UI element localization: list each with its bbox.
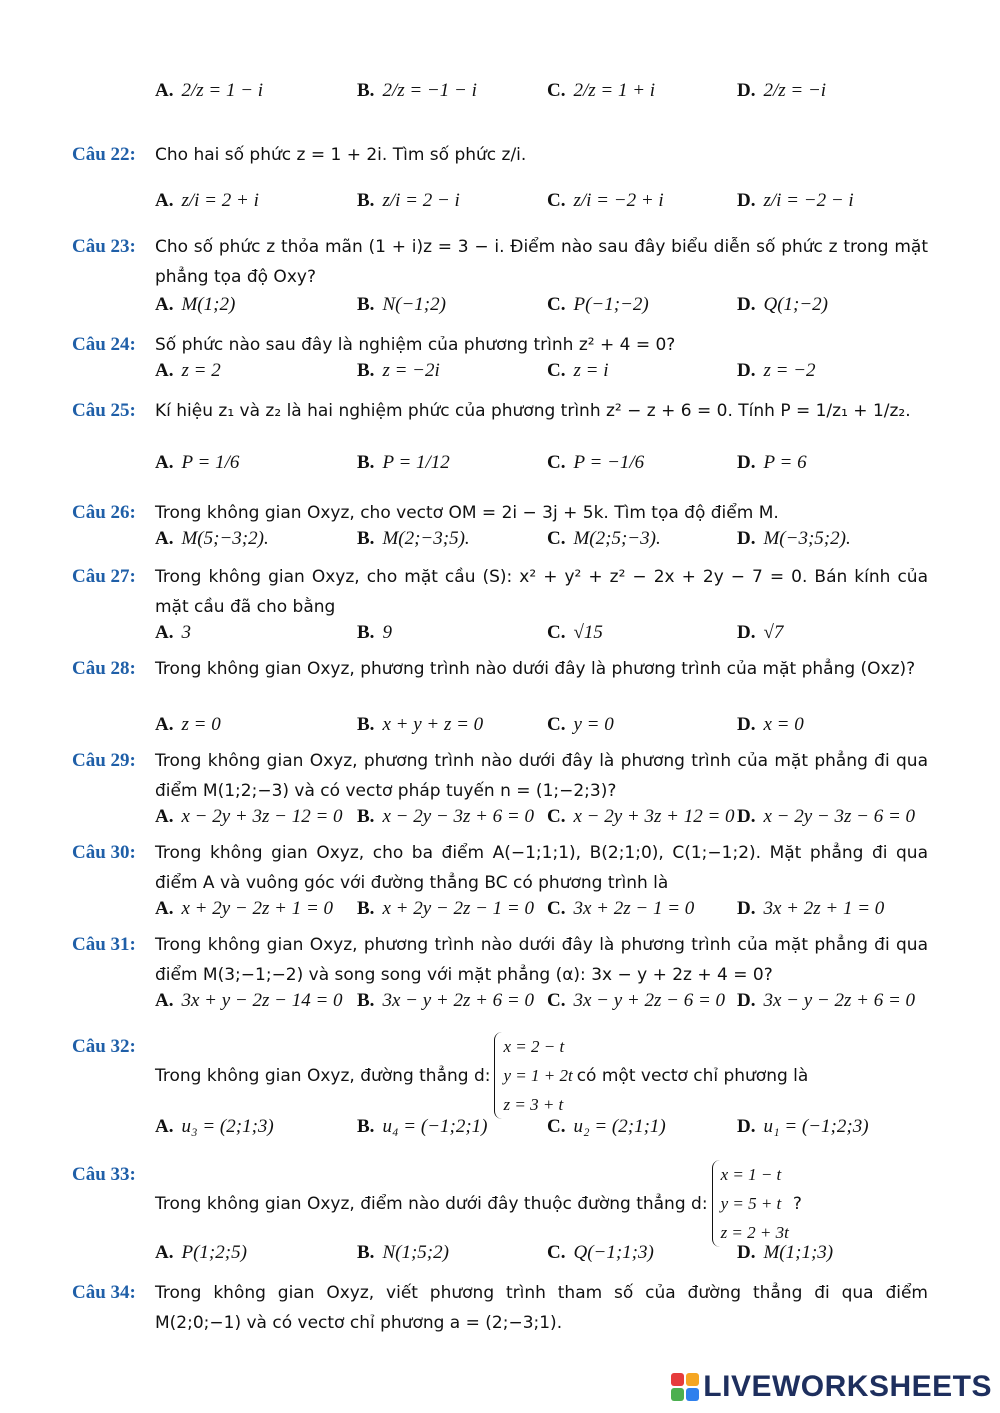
system-line: z = 2 + 3t bbox=[720, 1223, 789, 1242]
option-b[interactable] bbox=[357, 622, 392, 644]
option-b[interactable] bbox=[357, 1242, 449, 1264]
liveworksheets-logo bbox=[671, 1369, 992, 1405]
option-d[interactable] bbox=[737, 528, 851, 550]
question-text: Kí hiệu z₁ và z₂ là hai nghiệm phức của phương trình z² − z + 6 = 0. Tính P = 1/z₁ + 1/z₂. bbox=[155, 401, 911, 421]
q21-option-d[interactable]: D. 2/z = −i bbox=[737, 80, 827, 101]
options-row bbox=[155, 990, 945, 1024]
question-label: Câu 30: bbox=[72, 842, 136, 863]
option-letter: C. bbox=[547, 622, 566, 643]
option-letter: C. bbox=[547, 452, 566, 473]
system-line: x = 2 − t bbox=[503, 1037, 565, 1056]
option-d[interactable] bbox=[737, 190, 854, 212]
logo-square-red bbox=[671, 1373, 684, 1386]
option-d[interactable] bbox=[737, 990, 915, 1012]
option-text: Q(−1;1;3) bbox=[573, 1242, 654, 1263]
option-d[interactable] bbox=[737, 1242, 833, 1264]
question-stem: Trong không gian Oxyz, điểm nào dưới đây thuộc đường thẳng d: bbox=[155, 1193, 708, 1214]
option-text: 3x − y − 2z + 6 = 0 bbox=[763, 990, 916, 1011]
option-c[interactable] bbox=[547, 1116, 666, 1138]
option-text: 3x + 2z − 1 = 0 bbox=[573, 898, 695, 919]
option-text: x + 2y − 2z − 1 = 0 bbox=[382, 898, 534, 919]
option-text: x − 2y − 3z − 6 = 0 bbox=[763, 806, 916, 827]
option-b[interactable] bbox=[357, 990, 534, 1012]
option-letter: B. bbox=[357, 806, 375, 827]
question-text: Trong không gian Oxyz, cho vectơ OM = 2i − 3j + 5k. Tìm tọa độ điểm M. bbox=[155, 503, 779, 523]
option-b[interactable] bbox=[357, 898, 534, 920]
option-letter: D. bbox=[737, 622, 756, 643]
watermark-text: LIVEWORKSHEETS bbox=[703, 1370, 992, 1403]
option-letter: A. bbox=[155, 528, 174, 549]
option-a[interactable] bbox=[155, 622, 191, 644]
option-text: z = 0 bbox=[181, 714, 221, 735]
question-text: Trong không gian Oxyz, phương trình nào dưới đây là phương trình của mặt phẳng đi qua điểm M(3;−1;−2) và song song với mặt phẳng (α): 3x − y + 2z + 4 = 0? bbox=[155, 935, 928, 985]
logo-square-orange bbox=[686, 1373, 699, 1386]
option-letter: B. bbox=[357, 190, 375, 211]
equation-system bbox=[494, 1032, 572, 1119]
question-label: Câu 33: bbox=[72, 1164, 136, 1185]
option-text: M(2;−3;5). bbox=[382, 528, 470, 549]
option-text: M(1;1;3) bbox=[763, 1242, 834, 1263]
question-stem: Trong không gian Oxyz, đường thẳng d: bbox=[155, 1065, 491, 1086]
options-row bbox=[155, 898, 945, 932]
question-text bbox=[155, 1032, 928, 1119]
option-a[interactable] bbox=[155, 528, 269, 550]
option-b[interactable] bbox=[357, 806, 534, 828]
logo-icon bbox=[671, 1373, 699, 1401]
option-d[interactable] bbox=[737, 294, 828, 316]
question-26 bbox=[72, 498, 928, 528]
option-c[interactable] bbox=[547, 528, 661, 550]
option-letter: C. bbox=[547, 1116, 566, 1137]
option-b[interactable] bbox=[357, 190, 460, 212]
option-text: 9 bbox=[382, 622, 392, 643]
option-letter: D. bbox=[737, 452, 756, 473]
question-text bbox=[155, 1160, 928, 1247]
option-b[interactable] bbox=[357, 294, 446, 316]
equation-system bbox=[712, 1160, 789, 1247]
option-a[interactable] bbox=[155, 714, 221, 736]
option-text: z = 2 bbox=[181, 360, 221, 381]
question-22 bbox=[72, 140, 928, 170]
option-b[interactable] bbox=[357, 452, 450, 474]
option-text: 3x − y + 2z + 6 = 0 bbox=[382, 990, 534, 1011]
question-30 bbox=[72, 838, 928, 898]
option-text: u₃ = (2;1;3) bbox=[181, 1116, 274, 1137]
question-text: Trong không gian Oxyz, cho mặt cầu (S): x² + y² + z² − 2x + 2y − 7 = 0. Bán kính của mặt cầu đã cho bằng bbox=[155, 567, 928, 617]
option-text: z = −2i bbox=[382, 360, 440, 381]
option-letter: A. bbox=[155, 190, 174, 211]
option-a[interactable] bbox=[155, 806, 343, 828]
options-row bbox=[155, 1116, 945, 1150]
option-letter: D. bbox=[737, 714, 756, 735]
question-32 bbox=[72, 1032, 928, 1119]
option-letter: D. bbox=[737, 360, 756, 381]
question-label: Câu 31: bbox=[72, 934, 136, 955]
option-letter: B. bbox=[357, 528, 375, 549]
question-label: Câu 28: bbox=[72, 658, 136, 679]
q21-option-b[interactable]: B. 2/z = −1 − i bbox=[357, 80, 477, 101]
question-29 bbox=[72, 746, 928, 806]
option-text: 3 bbox=[181, 622, 191, 643]
question-text: Số phức nào sau đây là nghiệm của phương trình z² + 4 = 0? bbox=[155, 335, 676, 355]
option-letter: A. bbox=[155, 714, 174, 735]
question-label: Câu 24: bbox=[72, 334, 136, 355]
option-b[interactable] bbox=[357, 1116, 488, 1138]
system-line: z = 3 + t bbox=[503, 1095, 564, 1114]
option-a[interactable] bbox=[155, 190, 259, 212]
option-a[interactable] bbox=[155, 898, 333, 920]
option-text: √15 bbox=[573, 622, 603, 643]
options-row bbox=[155, 714, 945, 748]
option-text: P = 1/12 bbox=[382, 452, 450, 473]
option-letter: A. bbox=[155, 806, 174, 827]
option-d[interactable] bbox=[737, 898, 884, 920]
option-letter: D. bbox=[737, 898, 756, 919]
option-text: 3x + 2z + 1 = 0 bbox=[763, 898, 885, 919]
options-row bbox=[155, 360, 945, 394]
option-letter: C. bbox=[547, 1242, 566, 1263]
option-d[interactable] bbox=[737, 622, 783, 644]
option-c[interactable] bbox=[547, 898, 694, 920]
option-d[interactable] bbox=[737, 1116, 869, 1138]
question-label: Câu 34: bbox=[72, 1282, 136, 1303]
option-c[interactable] bbox=[547, 190, 664, 212]
option-text: u₂ = (2;1;1) bbox=[573, 1116, 666, 1137]
question-text: Cho hai số phức z = 1 + 2i. Tìm số phức z/i. bbox=[155, 145, 527, 165]
option-text: y = 0 bbox=[573, 714, 614, 735]
options-row bbox=[155, 190, 945, 224]
option-letter: D. bbox=[737, 990, 756, 1011]
options-row bbox=[155, 528, 945, 562]
option-text: M(−3;5;2). bbox=[763, 528, 851, 549]
option-a[interactable] bbox=[155, 294, 235, 316]
option-a[interactable] bbox=[155, 990, 343, 1012]
logo-square-green bbox=[671, 1388, 684, 1401]
question-label: Câu 32: bbox=[72, 1036, 136, 1057]
option-c[interactable] bbox=[547, 714, 614, 736]
option-c[interactable] bbox=[547, 294, 649, 316]
question-27 bbox=[72, 562, 928, 622]
option-text: z = i bbox=[573, 360, 609, 381]
option-letter: C. bbox=[547, 190, 566, 211]
option-c[interactable] bbox=[547, 806, 735, 828]
option-letter: D. bbox=[737, 294, 756, 315]
option-letter: A. bbox=[155, 622, 174, 643]
options-row bbox=[155, 452, 945, 486]
option-letter: C. bbox=[547, 714, 566, 735]
question-label: Câu 23: bbox=[72, 236, 136, 257]
question-label: Câu 26: bbox=[72, 502, 136, 523]
option-letter: B. bbox=[357, 898, 375, 919]
option-text: P = 6 bbox=[763, 452, 807, 473]
question-label: Câu 29: bbox=[72, 750, 136, 771]
option-text: x + y + z = 0 bbox=[382, 714, 484, 735]
option-letter: C. bbox=[547, 528, 566, 549]
option-text: x − 2y + 3z + 12 = 0 bbox=[573, 806, 735, 827]
option-text: N(−1;2) bbox=[382, 294, 446, 315]
question-33 bbox=[72, 1160, 928, 1247]
option-letter: C. bbox=[547, 360, 566, 381]
option-text: 3x + y − 2z − 14 = 0 bbox=[181, 990, 343, 1011]
question-text: Trong không gian Oxyz, viết phương trình tham số của đường thẳng đi qua điểm M(2;0;−1) và có vectơ chỉ phương a = (2;−3;1). bbox=[155, 1283, 928, 1333]
option-letter: A. bbox=[155, 452, 174, 473]
option-letter: A. bbox=[155, 898, 174, 919]
question-label: Câu 25: bbox=[72, 400, 136, 421]
option-letter: B. bbox=[357, 360, 375, 381]
option-b[interactable] bbox=[357, 360, 440, 382]
question-25 bbox=[72, 396, 928, 426]
option-letter: B. bbox=[357, 990, 375, 1011]
option-text: z/i = 2 − i bbox=[382, 190, 460, 211]
system-line: y = 5 + t bbox=[720, 1194, 782, 1213]
logo-square-blue bbox=[686, 1388, 699, 1401]
question-28 bbox=[72, 654, 928, 684]
question-text: Trong không gian Oxyz, cho ba điểm A(−1;1;1), B(2;1;0), C(1;−1;2). Mặt phẳng đi qua điểm A và vuông góc với đường thẳng BC có phương trình là bbox=[155, 843, 928, 893]
option-letter: C. bbox=[547, 898, 566, 919]
option-text: z/i = −2 + i bbox=[573, 190, 664, 211]
q21-options bbox=[155, 80, 945, 114]
question-23 bbox=[72, 232, 928, 292]
q21-option-a[interactable]: A. 2/z = 1 − i bbox=[155, 80, 264, 101]
option-text: M(5;−3;2). bbox=[181, 528, 269, 549]
option-text: Q(1;−2) bbox=[763, 294, 829, 315]
option-c[interactable] bbox=[547, 622, 603, 644]
options-row bbox=[155, 294, 945, 328]
option-a[interactable] bbox=[155, 1116, 274, 1138]
option-text: x = 0 bbox=[763, 714, 804, 735]
option-letter: D. bbox=[737, 806, 756, 827]
option-text: z/i = 2 + i bbox=[181, 190, 259, 211]
question-31 bbox=[72, 930, 928, 990]
option-text: z = −2 bbox=[763, 360, 816, 381]
question-34 bbox=[72, 1278, 928, 1338]
option-a[interactable] bbox=[155, 360, 221, 382]
option-text: P(1;2;5) bbox=[181, 1242, 247, 1263]
option-c[interactable] bbox=[547, 1242, 654, 1264]
option-d[interactable] bbox=[737, 452, 807, 474]
option-text: M(2;5;−3). bbox=[573, 528, 661, 549]
question-text: Trong không gian Oxyz, phương trình nào dưới đây là phương trình của mặt phẳng (Oxz)? bbox=[155, 659, 916, 679]
options-row bbox=[155, 1242, 945, 1276]
option-letter: A. bbox=[155, 990, 174, 1011]
option-letter: B. bbox=[357, 294, 375, 315]
option-letter: B. bbox=[357, 622, 375, 643]
option-letter: B. bbox=[357, 1242, 375, 1263]
option-d[interactable] bbox=[737, 806, 915, 828]
option-letter: A. bbox=[155, 360, 174, 381]
option-letter: A. bbox=[155, 1242, 174, 1263]
option-a[interactable] bbox=[155, 452, 239, 474]
option-letter: C. bbox=[547, 294, 566, 315]
option-b[interactable] bbox=[357, 528, 470, 550]
option-text: P = 1/6 bbox=[181, 452, 240, 473]
option-text: √7 bbox=[763, 622, 784, 643]
option-text: 3x − y + 2z − 6 = 0 bbox=[573, 990, 726, 1011]
question-text: Trong không gian Oxyz, phương trình nào dưới đây là phương trình của mặt phẳng đi qua điểm M(1;2;−3) và có vectơ pháp tuyến n = (1;−2;3)? bbox=[155, 751, 928, 801]
question-label: Câu 27: bbox=[72, 566, 136, 587]
option-text: x + 2y − 2z + 1 = 0 bbox=[181, 898, 334, 919]
option-a[interactable] bbox=[155, 1242, 247, 1264]
system-line: y = 1 + 2t bbox=[503, 1066, 573, 1085]
question-label: Câu 22: bbox=[72, 144, 136, 165]
option-text: x − 2y − 3z + 6 = 0 bbox=[382, 806, 534, 827]
option-text: u₁ = (−1;2;3) bbox=[763, 1116, 869, 1137]
question-text: Cho số phức z thỏa mãn (1 + i)z = 3 − i. Điểm nào sau đây biểu diễn số phức z trong mặt phẳng tọa độ Oxy? bbox=[155, 237, 928, 287]
option-letter: D. bbox=[737, 1116, 756, 1137]
option-letter: B. bbox=[357, 1116, 375, 1137]
options-row bbox=[155, 806, 945, 840]
option-text: P = −1/6 bbox=[573, 452, 645, 473]
option-text: N(1;5;2) bbox=[382, 1242, 449, 1263]
option-letter: D. bbox=[737, 1242, 756, 1263]
option-letter: D. bbox=[737, 528, 756, 549]
option-letter: C. bbox=[547, 990, 566, 1011]
options-row bbox=[155, 622, 945, 656]
system-line: x = 1 − t bbox=[720, 1165, 782, 1184]
question-stem-end: có một vectơ chỉ phương là bbox=[576, 1065, 809, 1086]
option-letter: B. bbox=[357, 452, 375, 473]
option-letter: D. bbox=[737, 190, 756, 211]
option-text: x − 2y + 3z − 12 = 0 bbox=[181, 806, 343, 827]
option-text: z/i = −2 − i bbox=[763, 190, 854, 211]
option-letter: A. bbox=[155, 294, 174, 315]
option-d[interactable] bbox=[737, 714, 804, 736]
option-text: u₄ = (−1;2;1) bbox=[382, 1116, 488, 1137]
option-c[interactable] bbox=[547, 360, 608, 382]
question-24 bbox=[72, 330, 928, 360]
option-letter: C. bbox=[547, 806, 566, 827]
option-letter: A. bbox=[155, 1116, 174, 1137]
question-stem-end: ? bbox=[792, 1193, 802, 1214]
option-text: P(−1;−2) bbox=[573, 294, 649, 315]
option-c[interactable] bbox=[547, 990, 725, 1012]
q21-option-c[interactable]: C. 2/z = 1 + i bbox=[547, 80, 656, 101]
option-d[interactable] bbox=[737, 360, 816, 382]
option-b[interactable] bbox=[357, 714, 483, 736]
option-c[interactable] bbox=[547, 452, 644, 474]
option-text: M(1;2) bbox=[181, 294, 236, 315]
option-letter: B. bbox=[357, 714, 375, 735]
